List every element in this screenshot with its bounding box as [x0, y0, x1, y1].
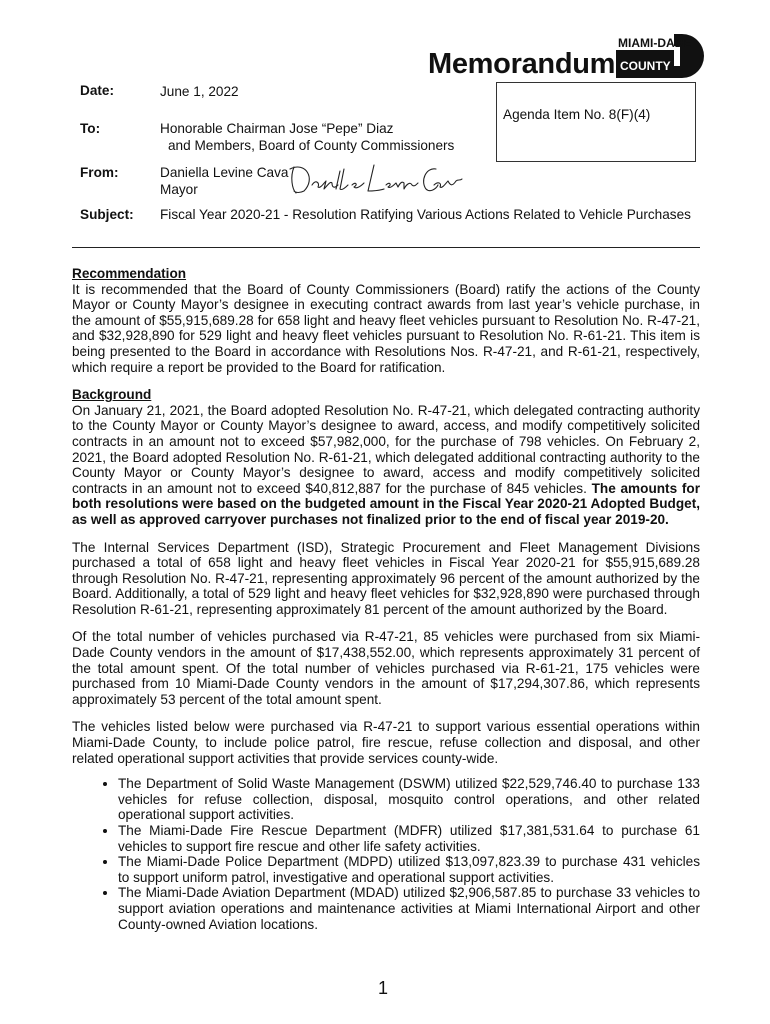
miami-dade-county-logo [616, 30, 710, 80]
list-item: • The Miami-Dade Police Department (MDPD) utilized $13,097,823.39 to purchase 431 vehicles to support uniform patrol, investigative and operational support activities. [118, 854, 700, 885]
page-number: 1 [378, 978, 389, 998]
list-item: • The Miami-Dade Fire Rescue Department (MDFR) utilized $17,381,531.64 to purchase 61 vehicles to support fire rescue and other life safety activities. [118, 823, 700, 854]
department-purchases-list [72, 776, 700, 932]
subject-label: Subject: [80, 207, 134, 222]
subject-value: Fiscal Year 2020-21 - Resolution Ratifying Various Actions Related to Vehicle Purchases [160, 207, 691, 222]
from-label: From: [80, 165, 119, 180]
background-paragraph-1-text: On January 21, 2021, the Board adopted Resolution No. R-47-21, which delegated contracting authority to the County Mayor or County Mayor’s designee to award, access, and modify competitively solicited contracts in an amount not to exceed $57,982,000, for the purchase of 798 vehicles. On February 2, 2021, the Board adopted Resolution No. R-61-21, which delegated additional contracting authority to the County Mayor or County Mayor’s designee to award, access and modify competitively solicited contracts in an amount not to exceed $40,812,887 for the purchase of 845 vehicles. [72, 402, 700, 496]
background-paragraph-1-bold: The amounts for both resolutions were based on the budgeted amount in the Fiscal Year 2020-21 Adopted Budget, as well as approved carryover purchases not finalized prior to the end of fiscal year 2019-20. [72, 480, 700, 527]
recommendation-paragraph: It is recommended that the Board of County Commissioners (Board) ratify the actions of the County Mayor or County Mayor’s designee in executing contract awards from last year’s vehicle purchase, in the amount of $55,915,689.28 for 658 light and heavy fleet vehicles pursuant to Resolution No. R-47-21, and $32,928,890 for 529 light and heavy fleet vehicles pursuant to Resolution No. R-61-21. This item is being presented to the Board in accordance with Resolutions Nos. R-47-21, and R-61-21, respectively, which require a report be provided to the Board for ratification. [72, 281, 700, 375]
list-item: • The Department of Solid Waste Management (DSWM) utilized $22,529,746.40 to purchase 133 vehicles for refuse collection, disposal, mosquito control operations, and other related operational support activities. [118, 776, 700, 823]
header-divider [72, 247, 700, 248]
to-label: To: [80, 121, 101, 136]
memo-title: Memorandum [428, 48, 616, 80]
from-sender-name: Daniella Levine Cava [160, 165, 289, 180]
recommendation-heading: Recommendation [72, 266, 187, 281]
background-paragraph-3: Of the total number of vehicles purchased via R-47-21, 85 vehicles were purchased from six Miami-Dade County vendors in the amount of $17,438,552.00, which represents approximately 31 percent of the total amount spent. Of the total number of vehicles purchased via R-61-21, 175 vehicles were purchased from 10 Miami-Dade County vendors in the amount of $17,294,307.86, which represents approximately 53 percent of the total amount spent. [72, 629, 700, 707]
background-paragraph-2: The Internal Services Department (ISD), Strategic Procurement and Fleet Management Divisions purchased a total of 658 light and heavy fleet vehicles in Fiscal Year 2020-21 for $55,915,689.28 through Resolution No. R-47-21, representing approximately 96 percent of the amount authorized by the Board. Additionally, a total of 529 light and heavy fleet vehicles for $32,928,890 were purchased through Resolution R-61-21, representing approximately 81 percent of the amount authorized by the Board. [72, 539, 700, 617]
date-label: Date: [80, 83, 114, 98]
handwritten-signature [286, 159, 466, 199]
to-recipient-line-1: Honorable Chairman Jose “Pepe” Diaz [160, 121, 394, 136]
from-sender [160, 164, 288, 198]
from-sender-title: Mayor [160, 182, 198, 197]
background-heading: Background [72, 387, 152, 403]
logo-text-miami-dade: MIAMI-DADE [618, 36, 692, 50]
agenda-item-number: Agenda Item No. 8(F)(4) [503, 107, 651, 122]
logo-text-county: COUNTY [620, 59, 671, 73]
to-recipient [160, 120, 454, 154]
list-item: • The Miami-Dade Aviation Department (MDAD) utilized $2,906,587.85 to purchase 33 vehicles to support aviation operations and maintenance activities at Miami International Airport and other County-owned Aviation locations. [118, 885, 700, 932]
background-paragraph-1 [72, 403, 700, 528]
to-recipient-line-2: and Members, Board of County Commissioners [168, 138, 455, 153]
memo-body [72, 266, 700, 932]
agenda-item-box [496, 82, 696, 162]
background-paragraph-4: The vehicles listed below were purchased via R-47-21 to support various essential operations within Miami-Dade County, to include police patrol, fire rescue, refuse collection and disposal, and other related operational support activities that provide services county-wide. [72, 719, 700, 766]
date-value: June 1, 2022 [160, 84, 239, 99]
